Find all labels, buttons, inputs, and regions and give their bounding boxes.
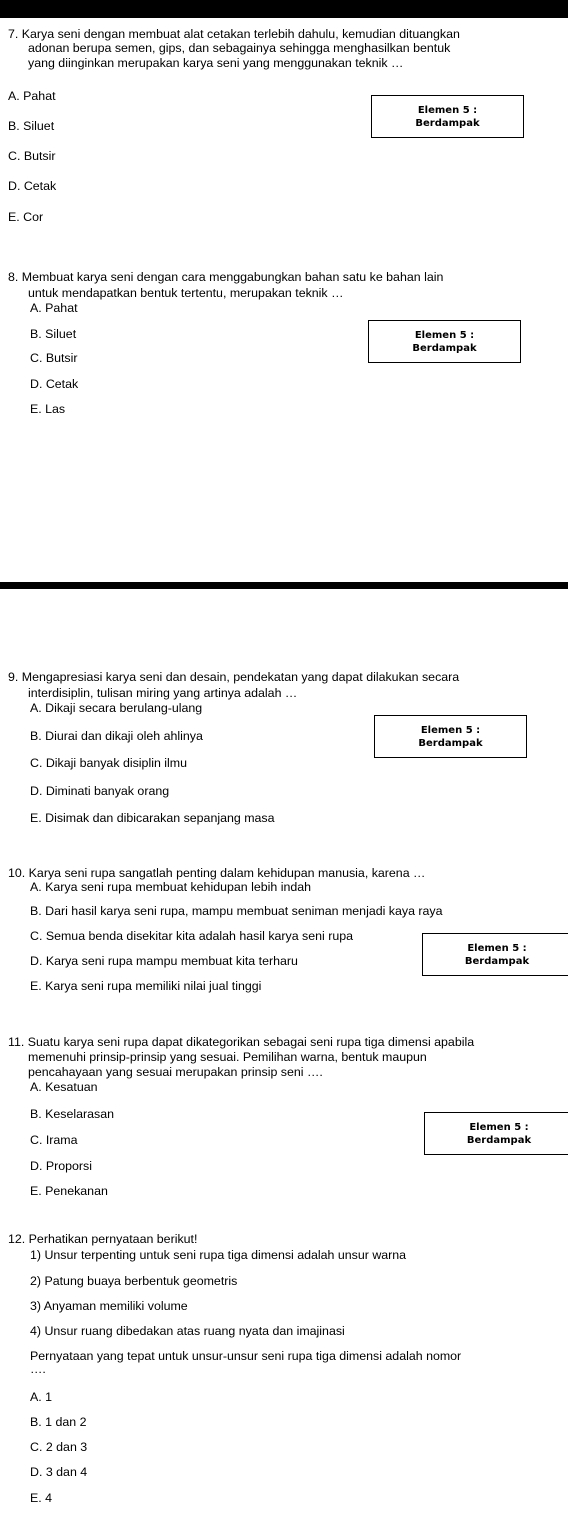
q9-option-b: B. Diurai dan dikaji oleh ahlinya: [30, 729, 203, 743]
q8-option-d: D. Cetak: [30, 377, 79, 391]
q12-option-b: B. 1 dan 2: [30, 1415, 87, 1429]
q7-option-e: E. Cor: [8, 210, 44, 224]
q8-stem-line-1: 8. Membuat karya seni dengan cara menggabungkan bahan satu ke bahan lain: [8, 270, 444, 284]
element-badge: [374, 715, 527, 758]
badge-line-1: Elemen 5 :: [469, 1122, 529, 1133]
q10-option-a: A. Karya seni rupa membuat kehidupan lebih indah: [30, 880, 312, 894]
q9-stem-line-1: 9. Mengapresiasi karya seni dan desain, pendekatan yang dapat dilakukan secara: [8, 670, 460, 684]
badge-line-2: Berdampak: [412, 343, 477, 354]
q9-option-c: C. Dikaji banyak disiplin ilmu: [30, 756, 188, 770]
q12-statement-4: 4) Unsur ruang dibedakan atas ruang nyata dan imajinasi: [30, 1324, 345, 1338]
q12-statement-3: 3) Anyaman memiliki volume: [30, 1299, 188, 1313]
q9-stem-line-2: interdisiplin, tulisan miring yang artinya adalah …: [28, 686, 298, 700]
q7-option-c: C. Butsir: [8, 149, 56, 163]
q11-option-e: E. Penekanan: [30, 1184, 108, 1198]
q11-option-b: B. Keselarasan: [30, 1107, 115, 1121]
q12-option-c: C. 2 dan 3: [30, 1440, 88, 1454]
q9-option-e: E. Disimak dan dibicarakan sepanjang masa: [30, 811, 275, 825]
q8-option-c: C. Butsir: [30, 351, 78, 365]
q11-option-a: A. Kesatuan: [30, 1080, 98, 1094]
q10-option-b: B. Dari hasil karya seni rupa, mampu membuat seniman menjadi kaya raya: [30, 904, 443, 918]
q7-stem-line-3: yang diinginkan merupakan karya seni yang menggunakan teknik …: [28, 56, 404, 70]
q7-option-b: B. Siluet: [8, 119, 55, 133]
q12-option-d: D. 3 dan 4: [30, 1465, 88, 1479]
q8-option-b: B. Siluet: [30, 327, 77, 341]
q11-option-c: C. Irama: [30, 1133, 78, 1147]
badge-line-2: Berdampak: [418, 738, 483, 749]
q10-option-c: C. Semua benda disekitar kita adalah hasil karya seni rupa: [30, 929, 354, 943]
q8-stem-line-2: untuk mendapatkan bentuk tertentu, merupakan teknik …: [28, 286, 344, 300]
element-badge: [371, 95, 524, 138]
q12-option-e: E. 4: [30, 1491, 53, 1505]
q11-stem-line-2: memenuhi prinsip-prinsip yang sesuai. Pemilihan warna, bentuk maupun: [28, 1050, 427, 1064]
q12-statement-1: 1) Unsur terpenting untuk seni rupa tiga dimensi adalah unsur warna: [30, 1248, 407, 1262]
element-badge: [368, 320, 521, 363]
badge-line-1: Elemen 5 :: [414, 330, 475, 341]
q7-option-d: D. Cetak: [8, 179, 57, 193]
badge-line-1: Elemen 5 :: [417, 105, 478, 116]
q7-stem-line-2: adonan berupa semen, gips, dan sebagainya sehingga menghasilkan bentuk: [28, 41, 451, 55]
top-divider: [0, 0, 568, 18]
q10-option-d: D. Karya seni rupa mampu membuat kita terharu: [30, 954, 298, 968]
q10-stem-line-1: 10. Karya seni rupa sangatlah penting dalam kehidupan manusia, karena …: [8, 866, 426, 880]
badge-line-1: Elemen 5 :: [467, 943, 527, 954]
element-badge: [422, 933, 568, 976]
q7-stem-line-1: 7. Karya seni dengan membuat alat cetakan terlebih dahulu, kemudian dituangkan: [8, 27, 460, 41]
badge-line-1: Elemen 5 :: [420, 725, 481, 736]
badge-line-2: Berdampak: [466, 1135, 532, 1146]
q8-option-e: E. Las: [30, 402, 66, 416]
q10-option-e: E. Karya seni rupa memiliki nilai jual tinggi: [30, 979, 262, 993]
q11-stem-line-1: 11. Suatu karya seni rupa dapat dikategorikan sebagai seni rupa tiga dimensi apabila: [8, 1035, 475, 1049]
q12-stem-line-1: 12. Perhatikan pernyataan berikut!: [8, 1232, 198, 1246]
q8-option-a: A. Pahat: [30, 301, 78, 315]
page-divider: [0, 582, 568, 589]
q11-option-d: D. Proporsi: [30, 1159, 92, 1173]
badge-line-2: Berdampak: [415, 118, 480, 129]
badge-line-2: Berdampak: [464, 956, 530, 967]
q12-option-a: A. 1: [30, 1390, 53, 1404]
q12-statement-2: 2) Patung buaya berbentuk geometris: [30, 1274, 238, 1288]
q12-question-line-2: ….: [30, 1362, 46, 1376]
q9-option-d: D. Diminati banyak orang: [30, 784, 170, 798]
q11-stem-line-3: pencahayaan yang sesuai merupakan prinsip seni ….: [28, 1065, 323, 1079]
q12-question-line-1: Pernyataan yang tepat untuk unsur-unsur seni rupa tiga dimensi adalah nomor: [30, 1349, 462, 1363]
element-badge: [424, 1112, 568, 1155]
q7-option-a: A. Pahat: [8, 89, 56, 103]
q9-option-a: A. Dikaji secara berulang-ulang: [30, 701, 203, 715]
